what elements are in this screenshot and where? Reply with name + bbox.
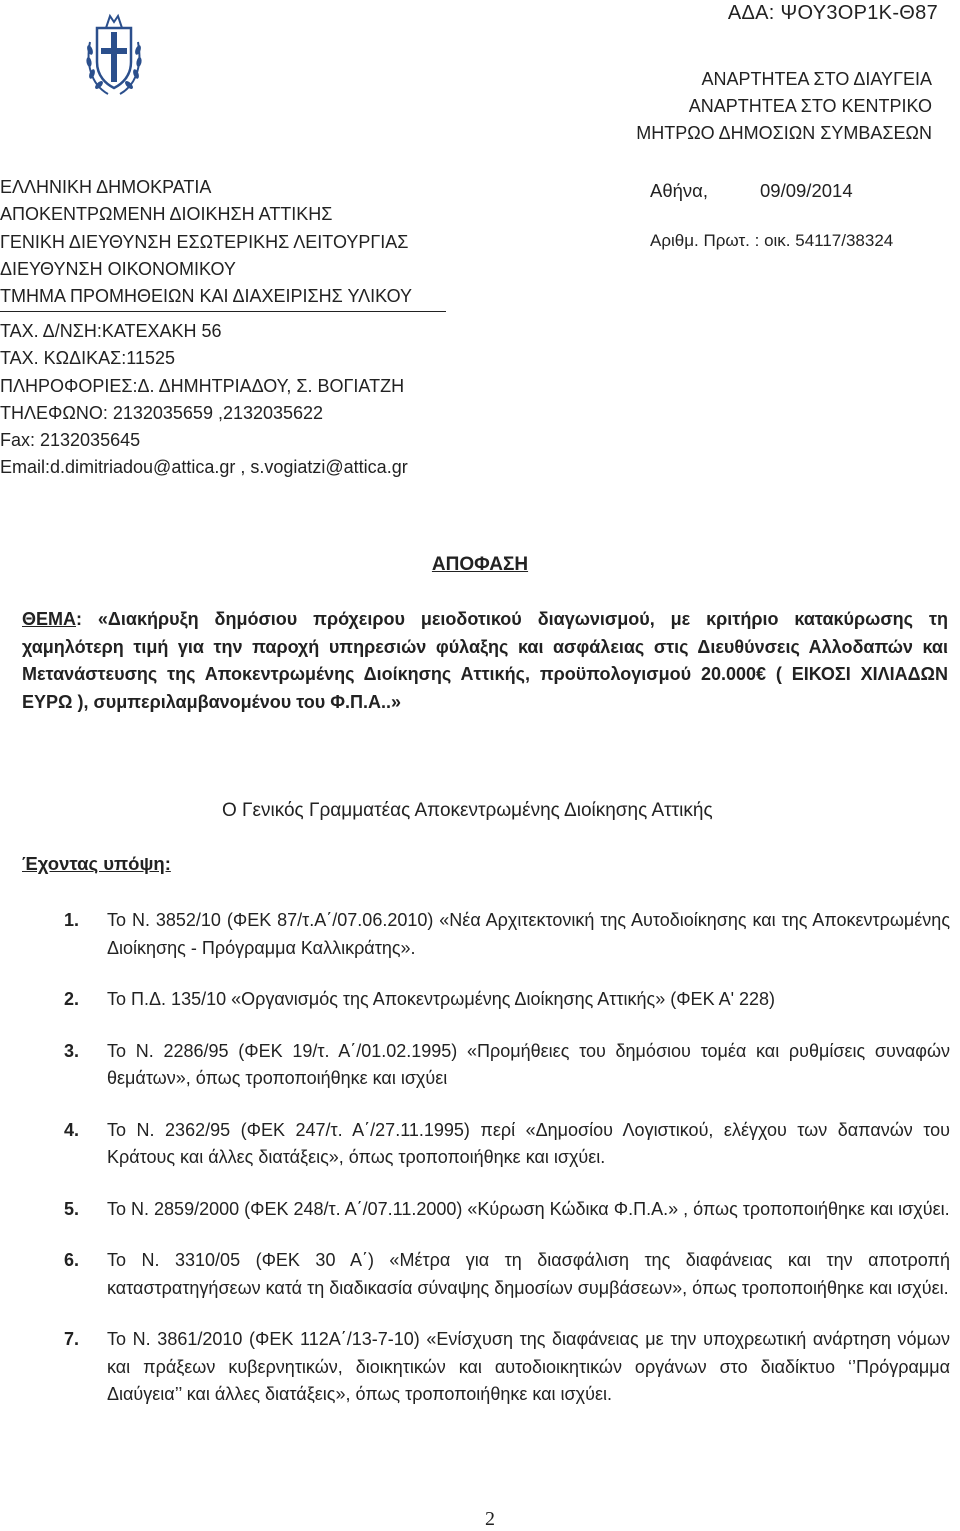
org-line: ΑΠΟΚΕΝΤΡΩΜΕΝΗ ΔΙΟΙΚΗΣΗ ΑΤΤΙΚΗΣ: [0, 204, 333, 225]
posting-line: ΑΝΑΡΤΗΤΕΑ ΣΤΟ ΚΕΝΤΡΙΚΟ: [688, 96, 932, 116]
item-number: 2.: [64, 989, 80, 1009]
org-line: ΤΜΗΜΑ ΠΡΟΜΗΘΕΙΩΝ ΚΑΙ ΔΙΑΧΕΙΡΙΣΗΣ ΥΛΙΚΟΥ: [0, 283, 446, 312]
contact-line: Fax: 2132035645: [0, 430, 141, 451]
item-text: Το Ν. 2362/95 (ΦΕΚ 247/τ. Α΄/27.11.1995) περί «Δημοσίου Λογιστικού, ελέγχου των δαπανών του Κράτους και άλλες διατάξεις», όπως τροποποιήθηκε και ισχύει.: [107, 1119, 950, 1167]
item-text: Το Ν. 2859/2000 (ΦΕΚ 248/τ. Α΄/07.11.2000) «Κύρωση Κώδικα Φ.Π.Α.» , όπως τροποποιήθηκε και ισχύει.: [107, 1198, 950, 1219]
list-item: [64, 1117, 950, 1172]
posting-line: ΑΝΑΡΤΗΤΕΑ ΣΤΟ ΔΙΑΥΓΕΙΑ: [701, 69, 932, 89]
item-text: Το Ν. 3852/10 (ΦΕΚ 87/τ.Α΄/07.06.2010) «Νέα Αρχιτεκτονική της Αυτοδιοίκησης και της Αποκεντρωμένης Διοίκησης - Πρόγραμμα Καλλικράτης».: [107, 910, 950, 958]
posting-notes: [636, 66, 932, 147]
list-item: [64, 907, 950, 962]
org-line: ΓΕΝΙΚΗ ΔΙΕΥΘΥΝΣΗ ΕΣΩΤΕΡΙΚΗΣ ΛΕΙΤΟΥΡΓΙΑΣ: [0, 231, 409, 252]
contact-line: ΤΑΧ. Δ/ΝΣΗ:ΚΑΤΕΧΑΚΗ 56: [0, 321, 222, 341]
contact-line: ΤΗΛΕΦΩΝΟ: 2132035659 ,2132035622: [0, 402, 324, 423]
legal-basis-list: [64, 907, 950, 1433]
having-regard-heading: Έχοντας υπόψη:: [22, 853, 171, 874]
list-item: [64, 1196, 950, 1224]
item-text: Το Ν. 3861/2010 (ΦΕΚ 112Α΄/13-7-10) «Ενίσχυση της διαφάνειας με την υποχρεωτική ανάρτηση νόμων και πράξεων κυβερνητικών, διοικητικών και αυτοδιοικητικών οργάνων στο διαδίκτυο ‘’Πρόγραμμα Διαύγεια’’ και άλλες διατάξεις», όπως τροποποιήθηκε και ισχύει.: [107, 1329, 950, 1404]
list-item: [64, 1326, 950, 1409]
page-number: 2: [485, 1508, 495, 1530]
subject-label: ΘΕΜΑ: [22, 609, 76, 629]
item-number: 7.: [64, 1329, 80, 1349]
item-number: 6.: [64, 1250, 80, 1270]
organization-header: [0, 174, 446, 312]
list-item: [64, 1038, 950, 1093]
list-item: [64, 986, 950, 1014]
place: Αθήνα,: [650, 180, 709, 201]
item-number: 5.: [64, 1198, 80, 1219]
item-text: Το Π.Δ. 135/10 «Οργανισμός της Αποκεντρωμένης Διοίκησης Αττικής» (ΦΕΚ Α' 228): [107, 989, 776, 1009]
subject-text: : «Διακήρυξη δημόσιου πρόχειρου μειοδοτικού διαγωνισμού, με κριτήριο κατακύρωσης τη χαμηλότερη τιμή για την παροχή υπηρεσιών φύλαξης και ασφάλειας στις Διευθύνσεις Αλλοδαπών και Μετανάστευσης της Αποκεντρωμένης Διοίκησης Αττικής, προϋπολογισμού 20.000€ ( ΕΙΚΟΣΙ ΧΙΛΙΑΔΩΝ ΕΥΡΩ ), συμπεριλαμβανομένου του Φ.Π.Α..»: [22, 609, 948, 712]
contact-line: Email:d.dimitriadou@attica.gr , s.vogiatzi@attica.gr: [0, 457, 408, 478]
list-item: [64, 1247, 950, 1302]
protocol-number: Αριθμ. Πρωτ. : οικ. 54117/38324: [650, 231, 894, 250]
item-number: 1.: [64, 910, 80, 930]
contact-line: ΠΛΗΡΟΦΟΡΙΕΣ:Δ. ΔΗΜΗΤΡΙΑΔΟΥ, Σ. ΒΟΓΙΑΤΖΗ: [0, 375, 405, 396]
org-line: ΕΛΛΗΝΙΚΗ ΔΗΜΟΚΡΑΤΙΑ: [0, 177, 212, 197]
item-text: Το Ν. 3310/05 (ΦΕΚ 30 Α΄) «Μέτρα για τη διασφάλιση της διαφάνειας και την αποτροπή καταστρατηγήσεων κατά τη διαδικασία σύναψης δημοσίων συμβάσεων», όπως τροποποιήθηκε και ισχύει.: [107, 1250, 950, 1298]
place-date: [650, 180, 853, 202]
item-text: Το Ν. 2286/95 (ΦΕΚ 19/τ. Α΄/01.02.1995) «Προμήθειες του δημόσιου τομέα και ρυθμίσεις συναφών θεμάτων», όπως τροποποιήθηκε και ισχύει: [107, 1040, 950, 1088]
posting-line: ΜΗΤΡΩΟ ΔΗΜΟΣΙΩΝ ΣΥΜΒΑΣΕΩΝ: [636, 123, 932, 143]
subject-paragraph: [22, 606, 948, 716]
greek-coat-of-arms-icon: [84, 6, 144, 100]
item-number: 4.: [64, 1119, 80, 1140]
date: 09/09/2014: [760, 180, 853, 201]
general-secretary-heading: Ο Γενικός Γραμματέας Αποκεντρωμένης Διοίκησης Αττικής: [222, 800, 713, 821]
org-line: ΔΙΕΥΘΥΝΣΗ ΟΙΚΟΝΟΜΙΚΟΥ: [0, 258, 236, 279]
contact-block: [0, 318, 408, 482]
contact-line: ΤΑΧ. ΚΩΔΙΚΑΣ:11525: [0, 348, 176, 369]
ada-code: ΑΔΑ: ΨΟΥ3ΟΡ1Κ-Θ87: [727, 2, 938, 24]
decision-title: ΑΠΟΦΑΣΗ: [431, 554, 529, 575]
item-number: 3.: [64, 1040, 80, 1061]
